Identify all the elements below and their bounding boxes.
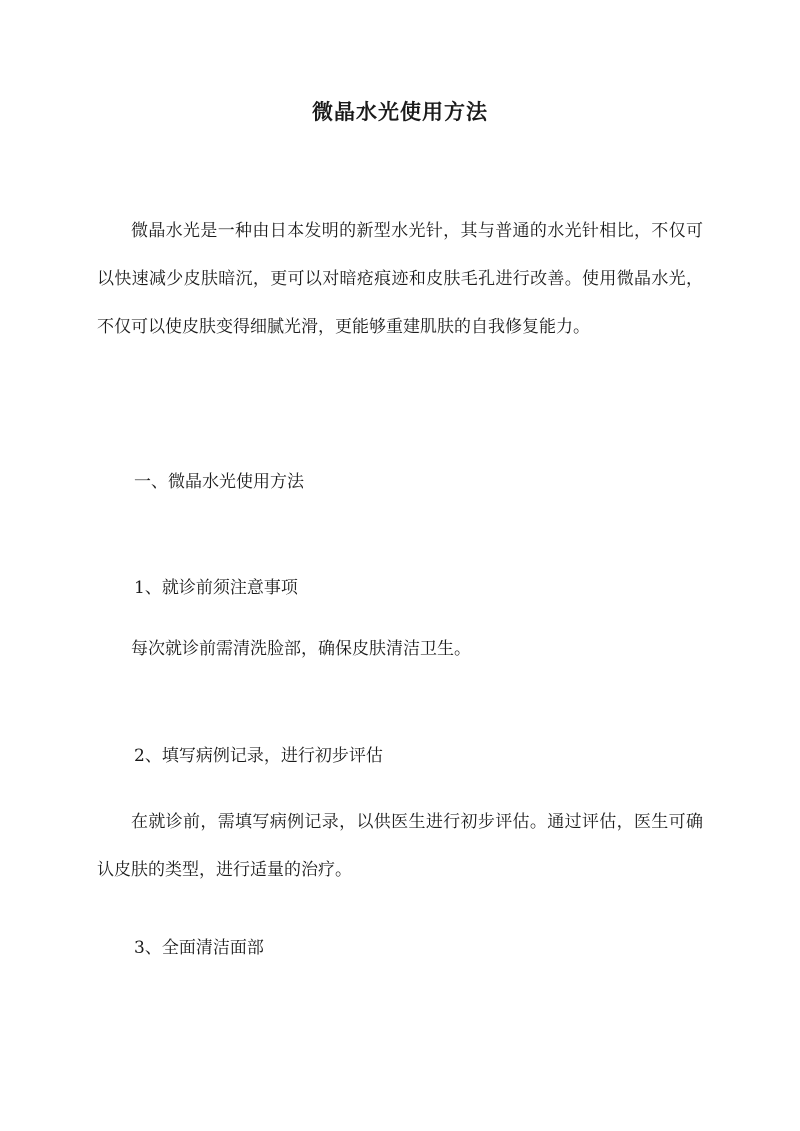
step-1-heading: 1、就诊前须注意事项 <box>134 578 298 598</box>
document-title: 微晶水光使用方法 <box>312 99 488 124</box>
section-heading: 一、微晶水光使用方法 <box>134 472 304 492</box>
step-3-heading: 3、全面清洁面部 <box>134 938 264 958</box>
step-2-heading: 2、填写病例记录，进行初步评估 <box>134 746 383 766</box>
step-1-body: 每次就诊前需清洗脸部，确保皮肤清洁卫生。 <box>131 639 471 659</box>
step-2-body: 在就诊前，需填写病例记录，以供医生进行初步评估。通过评估，医生可确认皮肤的类型，进行适量的治疗。 <box>97 812 703 880</box>
intro-paragraph: 微晶水光是一种由日本发明的新型水光针，其与普通的水光针相比，不仅可以快速减少皮肤暗沉，更可以对暗疮痕迹和皮肤毛孔进行改善。使用微晶水光，不仅可以使皮肤变得细腻光滑，更能够重建肌肤的自我修复能力。 <box>97 221 703 337</box>
